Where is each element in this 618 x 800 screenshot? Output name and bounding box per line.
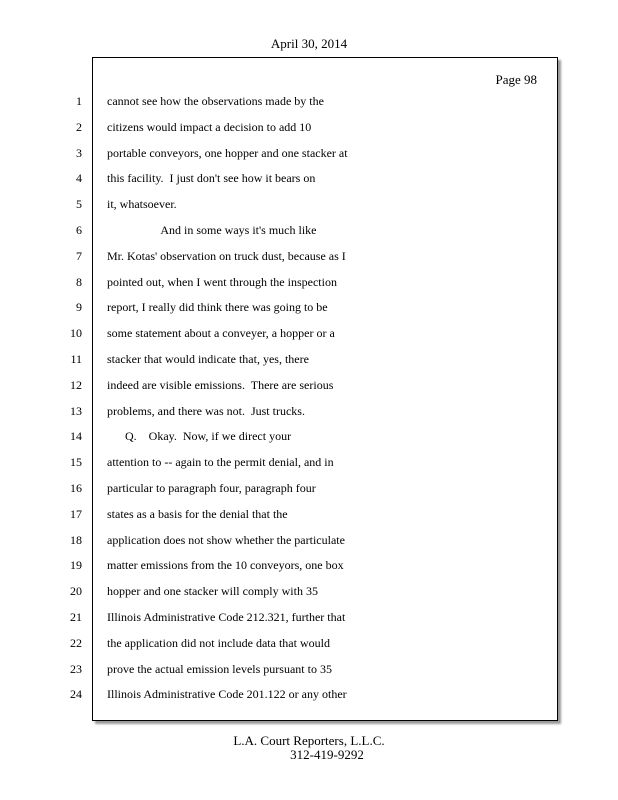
transcript-line	[0, 452, 618, 478]
line-number: 7	[76, 248, 82, 263]
line-number: 11	[70, 352, 82, 366]
line-number: 20	[70, 584, 82, 599]
transcript-line	[0, 272, 618, 298]
transcript-line	[0, 555, 618, 581]
line-text: matter emissions from the 10 conveyors, one box	[107, 558, 344, 573]
line-text: Q. Okay. Now, if we direct your	[107, 429, 292, 444]
line-text: citizens would impact a decision to add 10	[107, 119, 312, 134]
line-number: 19	[70, 558, 82, 573]
line-number: 2	[76, 119, 82, 134]
line-text: stacker that would indicate that, yes, there	[107, 352, 309, 366]
transcript-line	[0, 581, 618, 607]
line-text: it, whatsoever.	[107, 197, 177, 212]
transcript-line	[0, 401, 618, 427]
line-text: attention to -- again to the permit denial, and in	[107, 455, 334, 470]
transcript-line	[0, 117, 618, 143]
line-text: this facility. I just don't see how it bears on	[107, 171, 316, 186]
transcript-line	[0, 607, 618, 633]
transcript-line	[0, 633, 618, 659]
line-number: 13	[70, 403, 82, 418]
line-number: 10	[70, 326, 82, 341]
line-text: pointed out, when I went through the inspection	[107, 274, 337, 289]
line-text: cannot see how the observations made by the	[107, 94, 324, 108]
transcript-line	[0, 246, 618, 272]
line-number: 17	[70, 506, 82, 521]
line-number: 6	[76, 223, 82, 237]
transcript-line	[0, 478, 618, 504]
line-number: 8	[76, 274, 82, 289]
transcript-line	[0, 194, 618, 220]
transcript-line	[0, 143, 618, 169]
line-number: 5	[76, 197, 82, 212]
line-number: 4	[76, 171, 82, 186]
transcript-line	[0, 220, 618, 246]
line-text: the application did not include data that would	[107, 635, 330, 650]
line-number: 18	[70, 532, 82, 547]
transcript-line	[0, 91, 618, 117]
line-text: states as a basis for the denial that the	[107, 506, 288, 521]
header-date: April 30, 2014	[270, 36, 348, 51]
line-number: 1	[76, 94, 82, 108]
line-text: Illinois Administrative Code 201.122 or any other	[107, 687, 347, 702]
transcript-line	[0, 659, 618, 685]
line-text: indeed are visible emissions. There are serious	[107, 377, 334, 392]
line-number: 9	[76, 300, 82, 315]
line-text: hopper and one stacker will comply with 35	[107, 584, 318, 599]
line-number: 16	[70, 481, 82, 495]
transcript-line	[0, 349, 618, 375]
line-number: 23	[70, 661, 82, 676]
line-text: Mr. Kotas' observation on truck dust, because as I	[107, 248, 346, 263]
transcript-line	[0, 297, 618, 323]
line-text: And in some ways it's much like	[107, 223, 317, 237]
line-number: 15	[70, 455, 82, 470]
line-number: 3	[76, 145, 82, 160]
line-text: prove the actual emission levels pursuant to 35	[107, 661, 332, 676]
transcript-line	[0, 375, 618, 401]
line-number: 14	[70, 429, 82, 444]
page-number: Page 98	[495, 72, 537, 87]
line-text: problems, and there was not. Just trucks.	[107, 403, 305, 418]
line-text: particular to paragraph four, paragraph four	[107, 481, 316, 495]
line-text: report, I really did think there was going to be	[107, 300, 328, 315]
footer-firm-name: L.A. Court Reporters, L.L.C.	[233, 733, 385, 748]
line-number: 21	[70, 610, 82, 624]
line-text: portable conveyors, one hopper and one stacker at	[107, 145, 348, 160]
transcript-line	[0, 684, 618, 710]
line-text: application does not show whether the particulate	[107, 532, 345, 547]
line-number: 12	[70, 377, 82, 392]
transcript-line	[0, 323, 618, 349]
line-number: 22	[70, 635, 82, 650]
line-text: some statement about a conveyer, a hopper or a	[107, 326, 335, 341]
line-text: Illinois Administrative Code 212.321, further that	[107, 610, 346, 624]
transcript-line	[0, 530, 618, 556]
line-number: 24	[70, 687, 82, 702]
footer-phone: 312-419-9292	[290, 747, 364, 762]
transcript-line	[0, 426, 618, 452]
transcript-line	[0, 504, 618, 530]
transcript-line	[0, 168, 618, 194]
